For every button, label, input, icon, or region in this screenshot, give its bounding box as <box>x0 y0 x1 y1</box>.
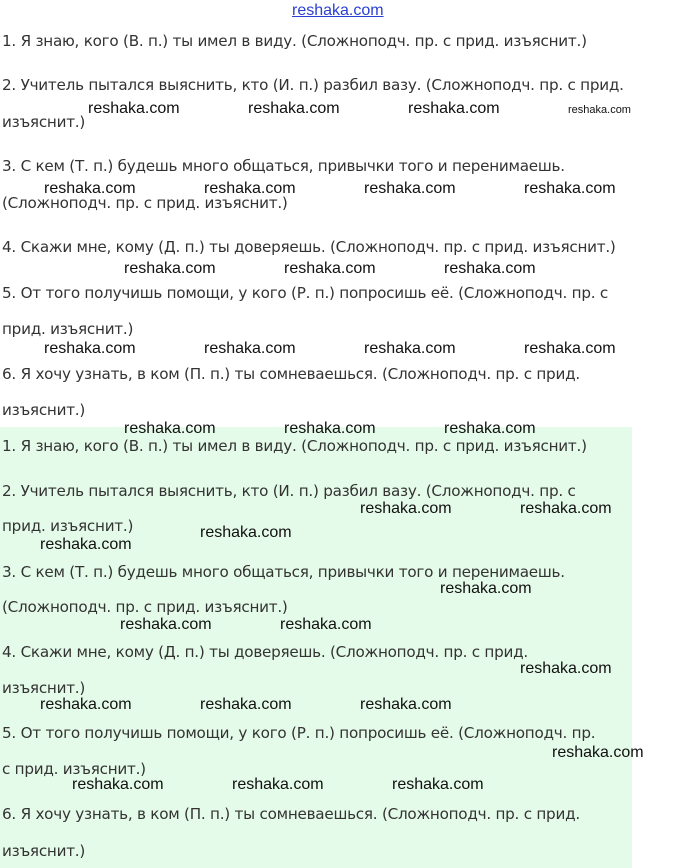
block2-sentence-6-line-1: 6. Я хочу узнать, в ком (П. п.) ты сомневаешься. (Сложноподч. пр. с прид. <box>2 805 580 823</box>
watermark: reshaka.com <box>124 420 216 437</box>
block2-sentence-5-line-1: 5. От того получишь помощи, у кого (Р. п.) попросишь её. (Сложноподч. пр. <box>2 724 596 742</box>
block2-sentence-6-line-2: изъяснит.) <box>2 842 86 860</box>
block1-sentence-2-line-1: 2. Учитель пытался выяснить, кто (И. п.) разбил вазу. (Сложноподч. пр. с прид. <box>2 76 624 94</box>
watermark: reshaka.com <box>524 180 616 197</box>
block1-sentence-4: 4. Скажи мне, кому (Д. п.) ты доверяешь. (Сложноподч. пр. с прид. изъяснит.) <box>2 238 616 256</box>
watermark: reshaka.com <box>44 180 136 197</box>
watermark: reshaka.com <box>360 696 452 713</box>
watermark: reshaka.com <box>524 340 616 357</box>
block2-sentence-4-line-1: 4. Скажи мне, кому (Д. п.) ты доверяешь. (Сложноподч. пр. с прид. <box>2 643 528 661</box>
watermark: reshaka.com <box>284 260 376 277</box>
watermark: reshaka.com <box>444 420 536 437</box>
watermark: reshaka.com <box>40 536 132 553</box>
block1-sentence-3-line-2: (Сложноподч. пр. с прид. изъяснит.) <box>2 194 288 212</box>
watermark: reshaka.com <box>520 500 612 517</box>
block2-sentence-2-line-1: 2. Учитель пытался выяснить, кто (И. п.) разбил вазу. (Сложноподч. пр. с <box>2 482 576 500</box>
watermark: reshaka.com <box>280 616 372 633</box>
block2-sentence-1: 1. Я знаю, кого (В. п.) ты имел в виду. (Сложноподч. пр. с прид. изъяснит.) <box>2 437 587 455</box>
watermark: reshaka.com <box>360 500 452 517</box>
watermark: reshaka.com <box>248 100 340 117</box>
block2-sentence-3-line-2: (Сложноподч. пр. с прид. изъяснит.) <box>2 598 288 616</box>
watermark: reshaka.com <box>364 180 456 197</box>
watermark: reshaka.com <box>568 104 631 116</box>
block1-sentence-5-line-1: 5. От того получишь помощи, у кого (Р. п.) попросишь её. (Сложноподч. пр. с <box>2 284 608 302</box>
block1-sentence-6-line-2: изъяснит.) <box>2 401 86 419</box>
block1-sentence-1: 1. Я знаю, кого (В. п.) ты имел в виду. (Сложноподч. пр. с прид. изъяснит.) <box>2 32 587 50</box>
watermark: reshaka.com <box>284 420 376 437</box>
block2-sentence-5-line-2: с прид. изъяснит.) <box>2 760 146 778</box>
block2-sentence-2-line-2: прид. изъяснит.) <box>2 517 134 535</box>
watermark: reshaka.com <box>88 100 180 117</box>
watermark: reshaka.com <box>120 616 212 633</box>
watermark: reshaka.com <box>232 776 324 793</box>
block2-sentence-3-line-1: 3. С кем (Т. п.) будешь много общаться, привычки того и перенимаешь. <box>2 563 565 581</box>
watermark: reshaka.com <box>44 340 136 357</box>
watermark: reshaka.com <box>552 744 644 761</box>
watermark: reshaka.com <box>204 180 296 197</box>
watermark: reshaka.com <box>364 340 456 357</box>
site-link[interactable]: reshaka.com <box>292 2 384 19</box>
watermark: reshaka.com <box>200 524 292 541</box>
block1-sentence-3-line-1: 3. С кем (Т. п.) будешь много общаться, привычки того и перенимаешь. <box>2 157 565 175</box>
block2-sentence-4-line-2: изъяснит.) <box>2 679 86 697</box>
watermark: reshaka.com <box>40 696 132 713</box>
watermark: reshaka.com <box>200 696 292 713</box>
block1-sentence-6-line-1: 6. Я хочу узнать, в ком (П. п.) ты сомневаешься. (Сложноподч. пр. с прид. <box>2 365 580 383</box>
watermark: reshaka.com <box>204 340 296 357</box>
watermark: reshaka.com <box>124 260 216 277</box>
watermark: reshaka.com <box>440 580 532 597</box>
watermark: reshaka.com <box>520 660 612 677</box>
watermark: reshaka.com <box>444 260 536 277</box>
block1-sentence-2-line-2: изъяснит.) <box>2 113 86 131</box>
block1-sentence-5-line-2: прид. изъяснит.) <box>2 320 134 338</box>
watermark: reshaka.com <box>392 776 484 793</box>
watermark: reshaka.com <box>408 100 500 117</box>
watermark: reshaka.com <box>72 776 164 793</box>
